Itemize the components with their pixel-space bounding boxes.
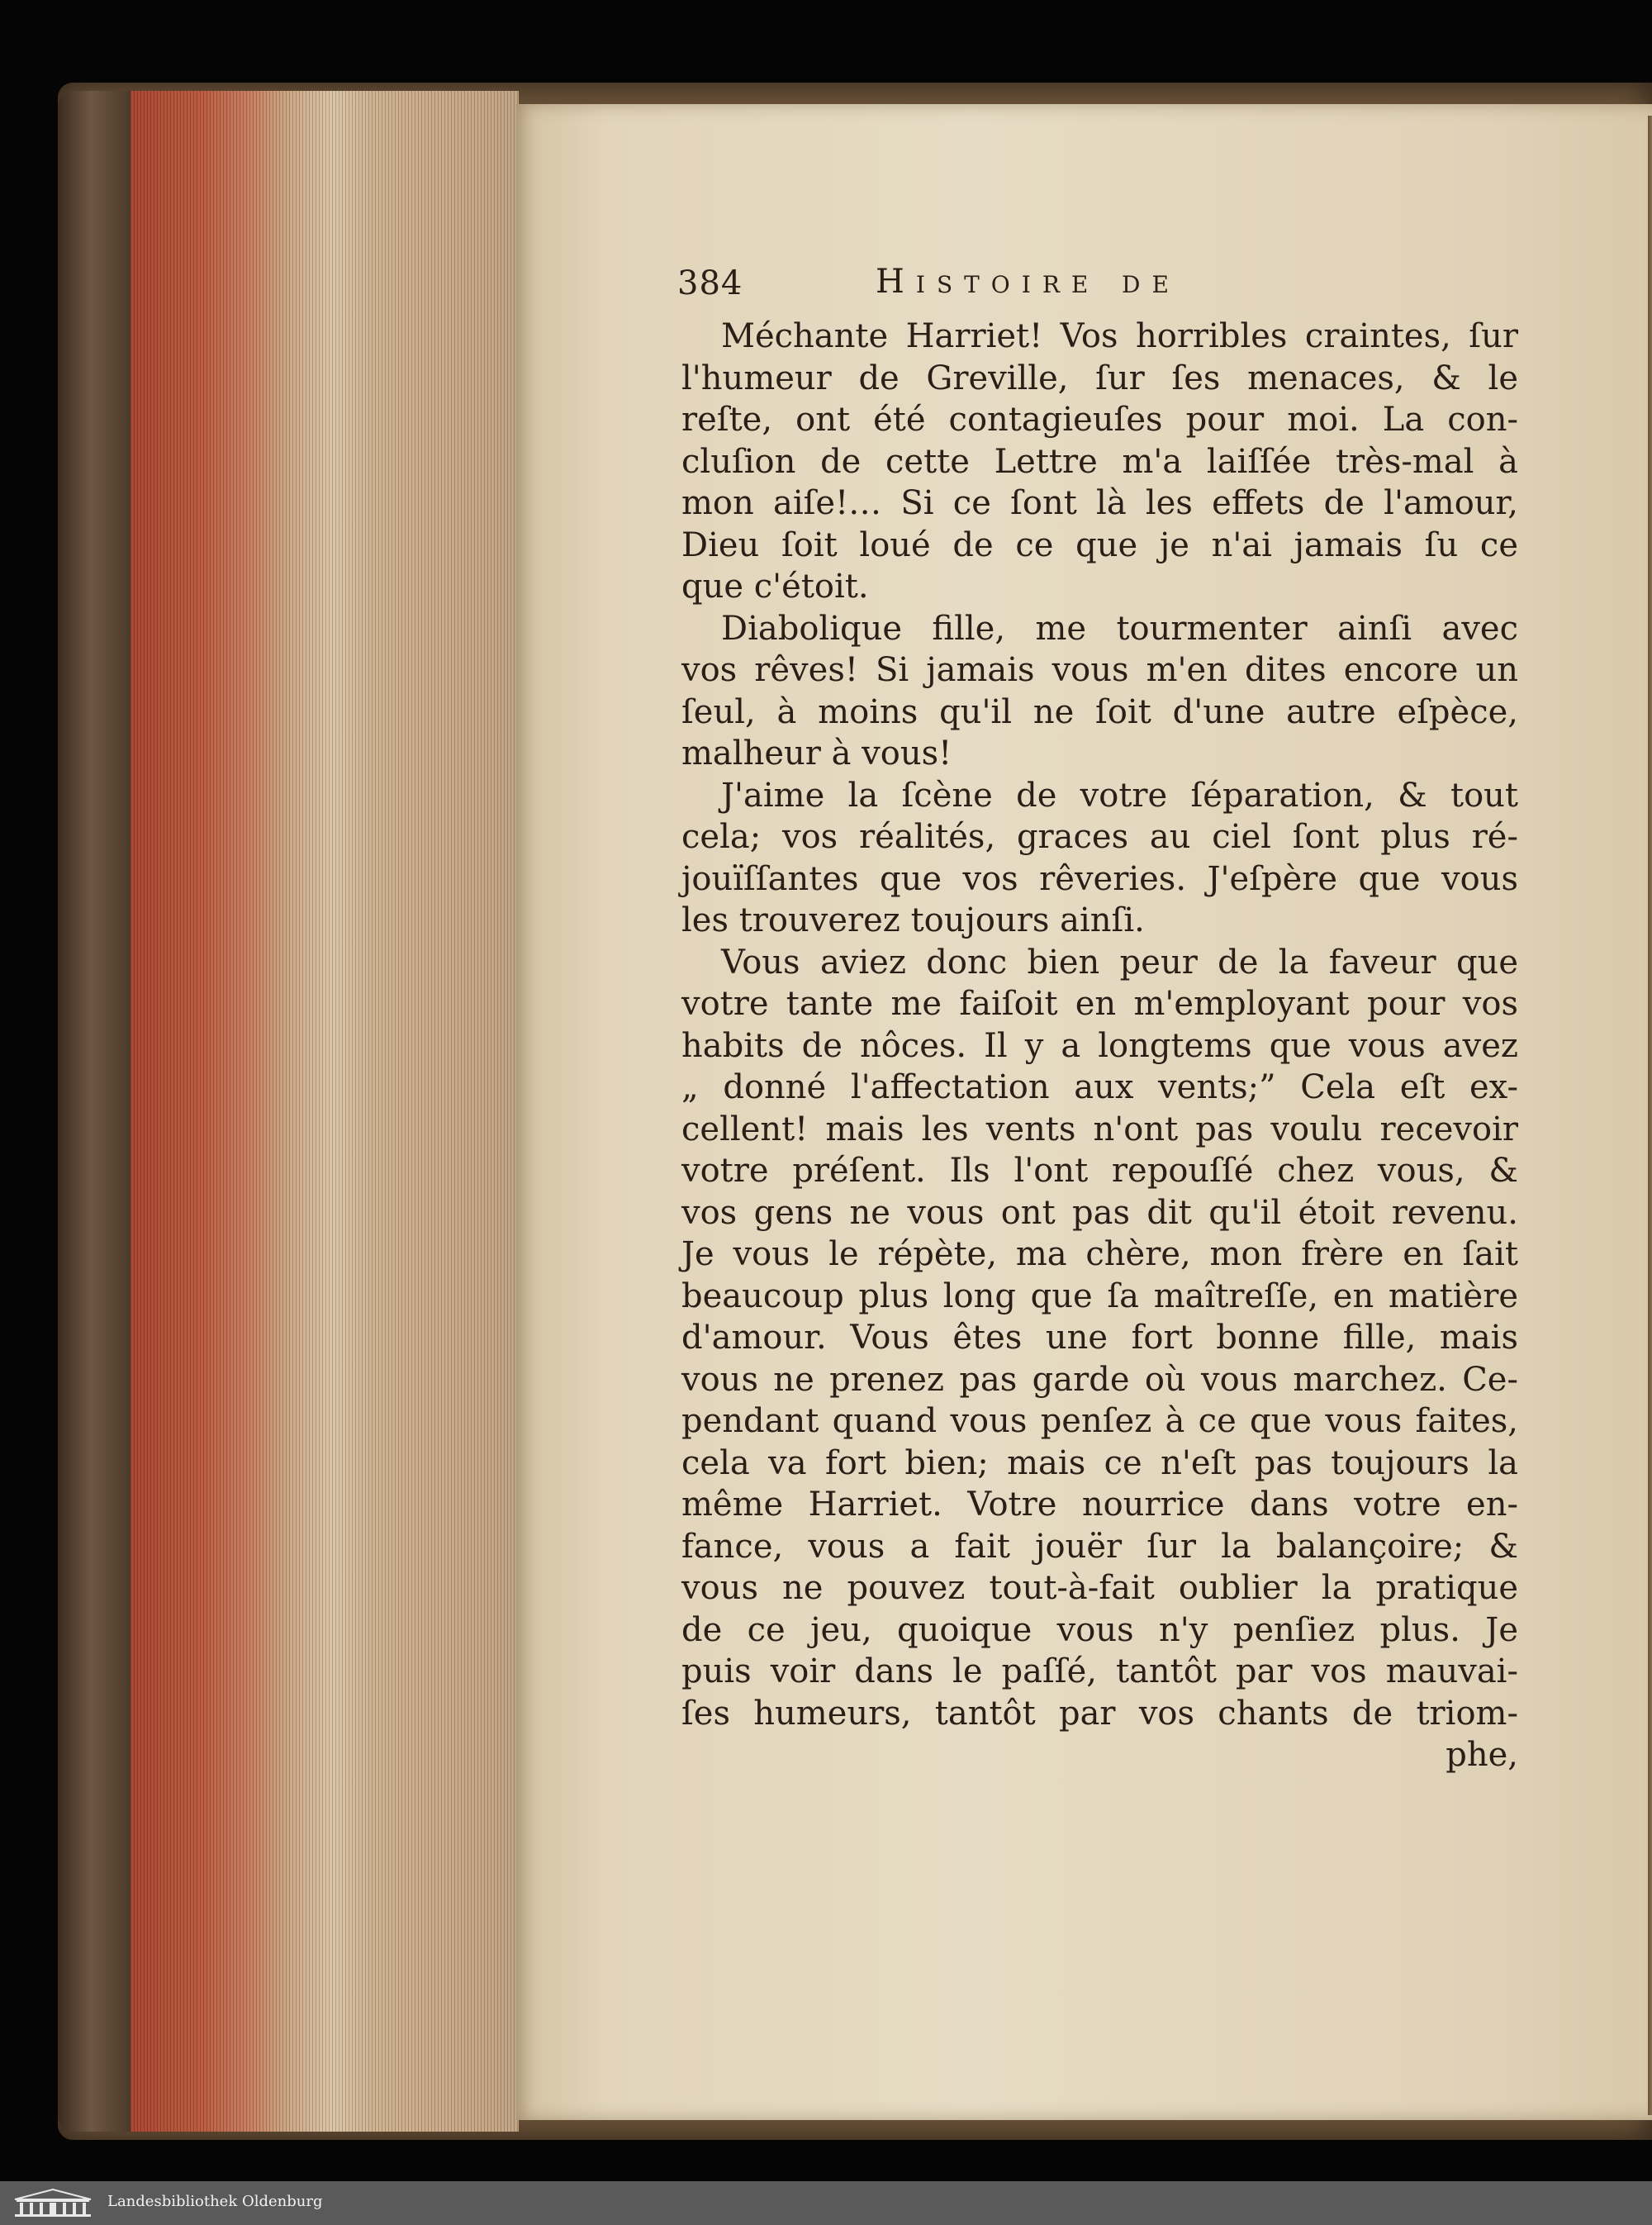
text-line: votre préſent. Ils l'ont repouſſé chez vous, & <box>681 1152 1518 1190</box>
text-line: d'amour. Vous êtes une fort bonne fille, mais <box>681 1319 1518 1357</box>
text-line: pendant quand vous penſez à ce que vous faites, <box>681 1402 1518 1440</box>
text-line: J'aime la ſcène de votre ſéparation, & tout <box>721 776 1518 815</box>
text-line: cela; vos réalités, graces au ciel ſont plus ré- <box>681 818 1518 856</box>
right-page-edge <box>1648 116 1652 2115</box>
book-binding <box>58 91 132 2132</box>
text-line: cluſion de cette Lettre m'a laiſſée très-mal à <box>681 442 1518 481</box>
text-line: Je vous le répète, ma chère, mon frère en ſait <box>681 1235 1518 1273</box>
text-line: „ donné l'affectation aux vents;” Cela eſt ex- <box>681 1068 1518 1106</box>
text-line: votre tante me faiſoit en m'employant pour vos <box>681 985 1518 1023</box>
text-line: Diabolique fille, me tourmenter ainſi avec <box>721 609 1518 648</box>
text-line: malheur à vous! <box>681 735 952 773</box>
text-line: Méchante Harriet! Vos horribles craintes, ſur <box>721 317 1518 355</box>
text-line: puis voir dans le paſſé, tantôt par vos mauvai- <box>681 1652 1518 1690</box>
page-body-text <box>681 316 1518 1776</box>
text-line: les trouverez toujours ainſi. <box>681 901 1145 939</box>
library-name: Landesbibliothek Oldenburg <box>107 2193 323 2210</box>
text-line: beaucoup plus long que ſa maîtreſſe, en matière <box>681 1277 1518 1315</box>
running-head <box>677 259 1503 309</box>
text-line: vos gens ne vous ont pas dit qu'il étoit revenu. <box>681 1193 1518 1232</box>
running-title: Histoire de <box>876 263 1180 301</box>
text-line: cela va fort bien; mais ce n'eſt pas toujours la <box>681 1443 1518 1482</box>
text-line: reſte, ont été contagieuſes pour moi. La con- <box>681 401 1518 439</box>
text-line: cellent! mais les vents n'ont pas voulu recevoir <box>681 1110 1518 1148</box>
text-line: vos rêves! Si jamais vous m'en dites encore un <box>681 651 1518 689</box>
text-line: Vous aviez donc bien peur de la faveur que <box>721 943 1518 982</box>
text-line: habits de nôces. Il y a longtems que vous avez <box>681 1026 1518 1065</box>
text-line: Dieu ſoit loué de ce que je n'ai jamais ſu ce <box>681 525 1518 564</box>
library-building-icon <box>12 2188 94 2218</box>
text-line: mon aiſe!… Si ce ſont là les effets de l'amour, <box>681 484 1518 522</box>
page-edges <box>131 91 519 2132</box>
text-line: l'humeur de Greville, ſur ſes menaces, & le <box>681 359 1518 397</box>
text-line: vous ne pouvez tout-à-fait oublier la pratique <box>681 1569 1518 1607</box>
footer-bar <box>0 2181 1652 2225</box>
text-line: fance, vous a fait jouër ſur la balançoire; & <box>681 1527 1518 1566</box>
text-line: ſes humeurs, tantôt par vos chants de triom- <box>681 1694 1518 1733</box>
text-line: même Harriet. Votre nourrice dans votre en- <box>681 1486 1518 1524</box>
text-line: de ce jeu, quoique vous n'y penſiez plus. Je <box>681 1610 1518 1649</box>
text-line: jouïſſantes que vos rêveries. J'eſpère que vous <box>681 859 1518 898</box>
catchword: phe, <box>1446 1736 1518 1774</box>
text-line: vous ne prenez pas garde où vous marchez. Ce- <box>681 1360 1518 1399</box>
text-line: ſeul, à moins qu'il ne ſoit d'une autre eſpèce, <box>681 692 1518 731</box>
page-number: 384 <box>677 264 743 302</box>
text-line: que c'étoit. <box>681 568 869 606</box>
